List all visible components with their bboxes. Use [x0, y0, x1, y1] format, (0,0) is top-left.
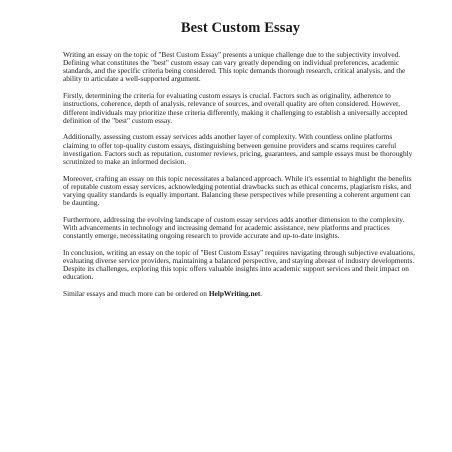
document-title: Best Custom Essay	[180, 20, 301, 36]
paragraph-conclusion: In conclusion, writing an essay on the topic of "Best Custom Essay" requires navigating through subjective evaluations, evaluating diverse service providers, maintaining a balanced perspective, and staying abreast of industry developments. Despite its challenges, exploring this topic offers valuable insights into academic support services and their impact on education.	[63, 247, 415, 282]
paragraph-services: Additionally, assessing custom essay services adds another layer of complexity. With countless online platforms claiming to offer top-quality custom essays, distinguishing between genuine providers and scams requires careful investigation. Factors such as reputation, customer reviews, pricing, guarantees, and sample essays must be thoroughly scrutinized to make an informed decision.	[63, 132, 413, 166]
paragraph-landscape: Furthermore, addressing the evolving landscape of custom essay services adds another dimension to the complexity. With advancements in technology and increasing demand for academic assistance, new platforms and practices constantly emerge, necessitating ongoing research to provide accurate and up-to-date insights.	[63, 214, 405, 241]
closing-suffix: .	[260, 289, 263, 299]
helpwriting-link[interactable]: HelpWriting.net	[208, 289, 261, 299]
closing-line	[63, 290, 418, 298]
paragraph-intro: Writing an essay on the topic of "Best Custom Essay" presents a unique challenge due to the subjectivity involved. Defining what constitutes the "best" custom essay can vary greatly depending on individual preferences, academic standards, and the specific criteria being considered. This topic demands thorough research, critical analysis, and the ability to articulate a well-supported argument.	[63, 50, 406, 84]
closing-prefix: Similar essays and much more can be ordered on	[63, 289, 209, 299]
paragraph-criteria: Firstly, determining the criteria for evaluating custom essays is crucial. Factors such as originality, adherence to instructions, coherence, depth of analysis, relevance of sources, and overall quality are often considered. However, different individuals may prioritize these criteria differently, making it challenging to establish a universally accepted definition of the "best" custom essay.	[63, 91, 408, 125]
paragraph-balance: Moreover, crafting an essay on this topic necessitates a balanced approach. While it's essential to highlight the benefits of reputable custom essay services, acknowledging potential drawbacks such as ethical concerns, plagiarism risks, and varying quality standards is equally important. Balancing these perspectives while presenting a coherent argument can be daunting.	[63, 173, 412, 208]
